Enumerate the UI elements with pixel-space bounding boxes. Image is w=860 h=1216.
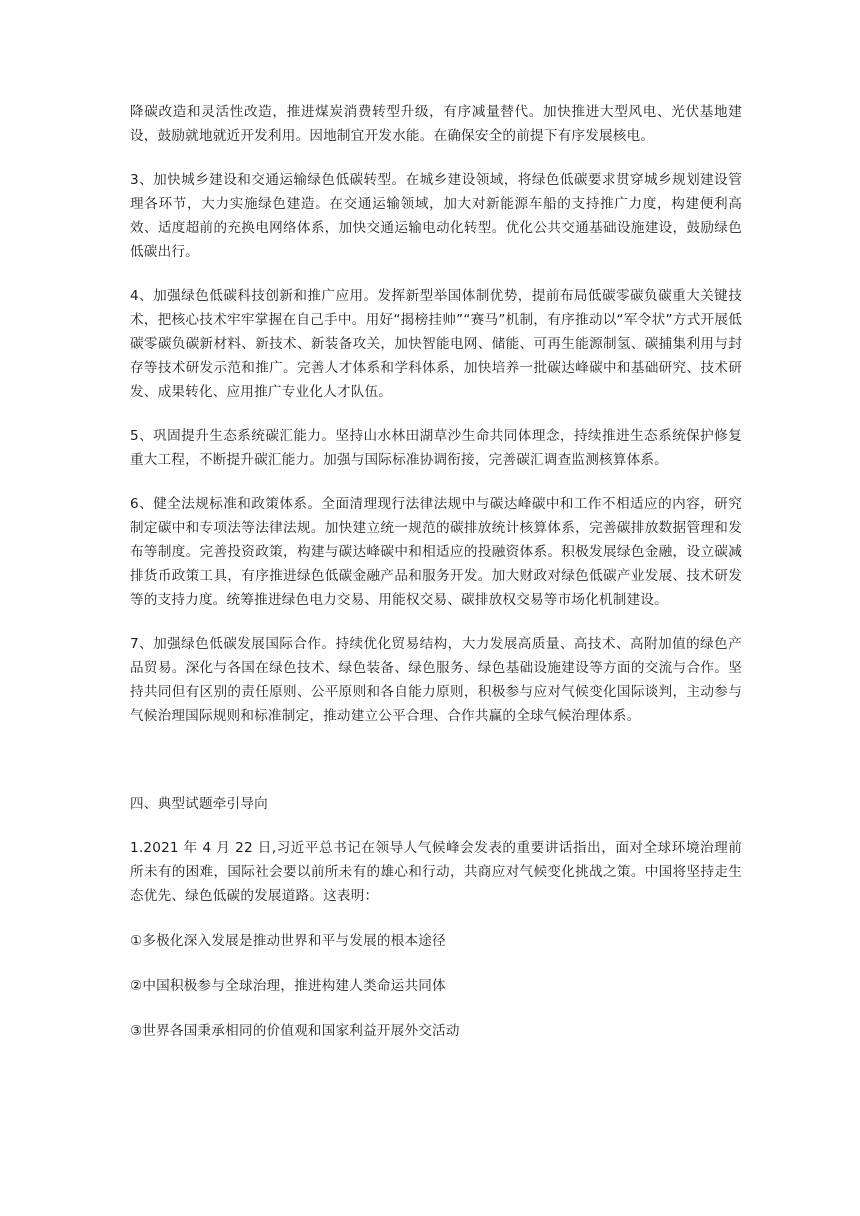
section-heading: 四、典型试题牵引导向: [130, 796, 268, 812]
option-3: ③世界各国秉承相同的价值观和国家利益开展外交活动: [130, 1023, 460, 1039]
paragraph-intro: 降碳改造和灵活性改造，推进煤炭消费转型升级，有序减量替代。加快推进大型风电、光伏基地建设，鼓励就地就近开发利用。因地制宜开发水能。在确保安全的前提下有序发展核电。: [130, 104, 742, 144]
document-page: [130, 100, 742, 1043]
option-2: ②中国积极参与全球治理，推进构建人类命运共同体: [130, 978, 446, 994]
paragraph-item-5: 5、巩固提升生态系统碳汇能力。坚持山水林田湖草沙生命共同体理念，持续推进生态系统保护修复重大工程，不断提升碳汇能力。加强与国际标准协调衔接，完善碳汇调查监测核算体系。: [130, 428, 742, 468]
question-stem: 1.2021 年 4 月 22 日,习近平总书记在领导人气候峰会发表的重要讲话指出，面对全球环境治理前所未有的困难，国际社会要以前所未有的雄心和行动，共商应对气候变化挑战之策。中国将坚持走生态优先、绿色低碳的发展道路。这表明：: [130, 840, 742, 904]
paragraph-item-7: 7、加强绿色低碳发展国际合作。持续优化贸易结构，大力发展高质量、高技术、高附加值的绿色产品贸易。深化与各国在绿色技术、绿色装备、绿色服务、绿色基础设施建设等方面的交流与合作。坚持共同但有区别的责任原则、公平原则和各自能力原则，积极参与应对气候变化国际谈判，主动参与气候治理国际规则和标准制定，推动建立公平合理、合作共赢的全球气候治理体系。: [130, 636, 742, 724]
option-1: ①多极化深入发展是推动世界和平与发展的根本途径: [130, 933, 446, 949]
paragraph-item-4: 4、加强绿色低碳科技创新和推广应用。发挥新型举国体制优势，提前布局低碳零碳负碳重大关键技术，把核心技术牢牢掌握在自己手中。用好“揭榜挂帅”“赛马”机制，有序推动以“军令状”方式开展低碳零碳负碳新材料、新技术、新装备攻关，加快智能电网、储能、可再生能源制氢、碳捕集利用与封存等技术研发示范和推广。完善人才体系和学科体系，加快培养一批碳达峰碳中和基础研究、技术研发、成果转化、应用推广专业化人才队伍。: [130, 288, 742, 400]
paragraph-item-3: 3、加快城乡建设和交通运输绿色低碳转型。在城乡建设领域，将绿色低碳要求贯穿城乡规划建设管理各环节，大力实施绿色建造。在交通运输领域，加大对新能源车船的支持推广力度，构建便利高效、适度超前的充换电网络体系，加快交通运输电动化转型。优化公共交通基础设施建设，鼓励绿色低碳出行。: [130, 172, 742, 260]
paragraph-item-6: 6、健全法规标准和政策体系。全面清理现行法律法规中与碳达峰碳中和工作不相适应的内容，研究制定碳中和专项法等法律法规。加快建立统一规范的碳排放统计核算体系，完善碳排放数据管理和发布等制度。完善投资政策，构建与碳达峰碳中和相适应的投融资体系。积极发展绿色金融，设立碳减排货币政策工具，有序推进绿色低碳金融产品和服务开发。加大财政对绿色低碳产业发展、技术研发等的支持力度。统筹推进绿色电力交易、用能权交易、碳排放权交易等市场化机制建设。: [130, 496, 742, 608]
